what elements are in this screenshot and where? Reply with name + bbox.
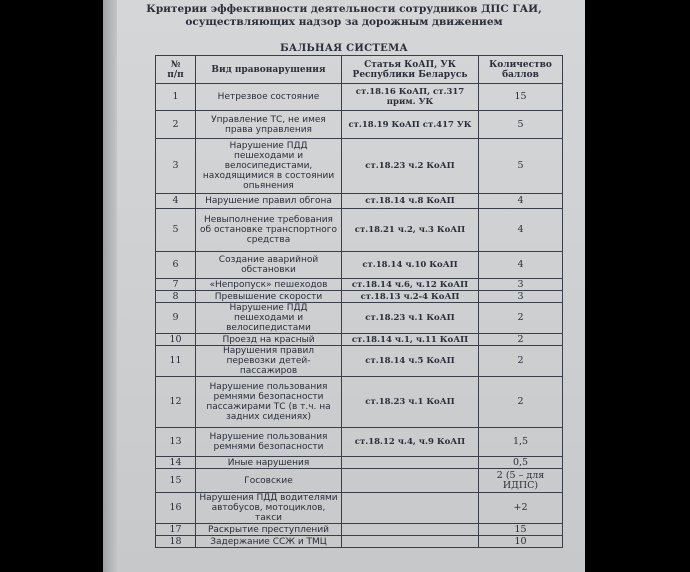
row-points: 2	[479, 346, 563, 377]
table-row	[156, 252, 563, 279]
title-line-2: осуществляющих надзор за дорожным движением	[185, 16, 503, 28]
row-points: 2	[479, 334, 563, 346]
row-points: 15	[479, 84, 563, 111]
row-number: 16	[156, 493, 196, 524]
table-row	[156, 469, 563, 493]
header-num	[156, 56, 196, 84]
row-violation: Проезд на красный	[196, 334, 342, 346]
row-points: 4	[479, 194, 563, 209]
table-row	[156, 194, 563, 209]
table-header-row	[156, 56, 563, 84]
table-row	[156, 377, 563, 428]
row-article: ст.18.14 ч.6, ч.12 КоАП	[342, 279, 479, 291]
table-row	[156, 279, 563, 291]
row-article: ст.18.14 ч.8 КоАП	[342, 194, 479, 209]
row-points: 3	[479, 279, 563, 291]
row-points: 1,5	[479, 428, 563, 457]
row-points: 5	[479, 139, 563, 194]
row-article: ст.18.14 ч.10 КоАП	[342, 252, 479, 279]
table-row	[156, 493, 563, 524]
row-violation: Превышение скорости	[196, 291, 342, 303]
row-article	[342, 493, 479, 524]
row-points: 15	[479, 524, 563, 536]
row-number: 3	[156, 139, 196, 194]
row-article: ст.18.13 ч.2-4 КоАП	[342, 291, 479, 303]
row-points: 4	[479, 209, 563, 252]
header-points: Количество баллов	[479, 56, 563, 84]
row-number: 13	[156, 428, 196, 457]
table-row	[156, 346, 563, 377]
row-points: 0,5	[479, 457, 563, 469]
row-points: 10	[479, 536, 563, 548]
row-violation: Нарушение ПДД пешеходами и велосипедистами, находящимися в состоянии опьянения	[196, 139, 342, 194]
table-row	[156, 524, 563, 536]
table-row	[156, 209, 563, 252]
row-number: 10	[156, 334, 196, 346]
row-article: ст.18.23 ч.2 КоАП	[342, 139, 479, 194]
header-violation: Вид правонарушения	[196, 56, 342, 84]
row-number: 2	[156, 111, 196, 139]
row-article	[342, 536, 479, 548]
row-number: 1	[156, 84, 196, 111]
row-article	[342, 457, 479, 469]
row-article: ст.18.12 ч.4, ч.9 КоАП	[342, 428, 479, 457]
row-number: 15	[156, 469, 196, 493]
row-article	[342, 469, 479, 493]
table-row	[156, 428, 563, 457]
row-violation: Раскрытие преступлений	[196, 524, 342, 536]
row-violation: Нарушения ПДД водителями автобусов, мотоциклов, такси	[196, 493, 342, 524]
row-violation: Задержание ССЖ и ТМЦ	[196, 536, 342, 548]
row-violation: Иные нарушения	[196, 457, 342, 469]
row-points: 2 (5 – для ИДПС)	[479, 469, 563, 493]
row-number: 17	[156, 524, 196, 536]
row-violation: Нарушение ПДД пешеходами и велосипедистами	[196, 303, 342, 334]
row-points: 2	[479, 377, 563, 428]
document-page	[103, 0, 585, 572]
row-number: 5	[156, 209, 196, 252]
row-article: ст.18.14 ч.1, ч.11 КоАП	[342, 334, 479, 346]
table-row	[156, 303, 563, 334]
row-violation: Госовские	[196, 469, 342, 493]
row-article: ст.18.19 КоАП ст.417 УК	[342, 111, 479, 139]
row-violation: «Непропуск» пешеходов	[196, 279, 342, 291]
row-violation: Нарушения правил перевозки детей-пассажиров	[196, 346, 342, 377]
row-violation: Нарушение пользования ремнями безопасности пассажирами ТС (в т.ч. на задних сидениях)	[196, 377, 342, 428]
row-points: 5	[479, 111, 563, 139]
row-violation: Нарушение пользования ремнями безопасности	[196, 428, 342, 457]
table-row	[156, 111, 563, 139]
row-points: 4	[479, 252, 563, 279]
row-article: ст.18.14 ч.5 КоАП	[342, 346, 479, 377]
row-violation: Нарушение правил обгона	[196, 194, 342, 209]
table-row	[156, 457, 563, 469]
document-title	[103, 3, 585, 29]
row-number: 18	[156, 536, 196, 548]
points-table	[155, 55, 563, 548]
row-violation: Невыполнение требования об остановке транспортного средства	[196, 209, 342, 252]
row-article	[342, 524, 479, 536]
row-number: 11	[156, 346, 196, 377]
row-number: 14	[156, 457, 196, 469]
table-row	[156, 536, 563, 548]
row-points: +2	[479, 493, 563, 524]
row-points: 2	[479, 303, 563, 334]
header-num-line1: №	[170, 59, 181, 70]
title-line-1: Критерии эффективности деятельности сотрудников ДПС ГАИ,	[146, 3, 542, 15]
header-num-line2: п/п	[167, 69, 184, 80]
row-violation: Нетрезвое состояние	[196, 84, 342, 111]
row-article: ст.18.21 ч.2, ч.3 КоАП	[342, 209, 479, 252]
row-number: 6	[156, 252, 196, 279]
paper-edge	[103, 0, 117, 572]
table-row	[156, 291, 563, 303]
row-article: ст.18.23 ч.1 КоАП	[342, 377, 479, 428]
row-number: 4	[156, 194, 196, 209]
document-subtitle: БАЛЬНАЯ СИСТЕМА	[280, 43, 408, 54]
row-violation: Создание аварийной обстановки	[196, 252, 342, 279]
row-number: 7	[156, 279, 196, 291]
row-number: 8	[156, 291, 196, 303]
row-number: 9	[156, 303, 196, 334]
row-article: ст.18.23 ч.1 КоАП	[342, 303, 479, 334]
table-row	[156, 84, 563, 111]
header-article: Статья КоАП, УК Республики Беларусь	[342, 56, 479, 84]
table-row	[156, 139, 563, 194]
row-violation: Управление ТС, не имея права управления	[196, 111, 342, 139]
table-row	[156, 334, 563, 346]
row-points: 3	[479, 291, 563, 303]
row-article: ст.18.16 КоАП, ст.317 прим. УК	[342, 84, 479, 111]
row-number: 12	[156, 377, 196, 428]
